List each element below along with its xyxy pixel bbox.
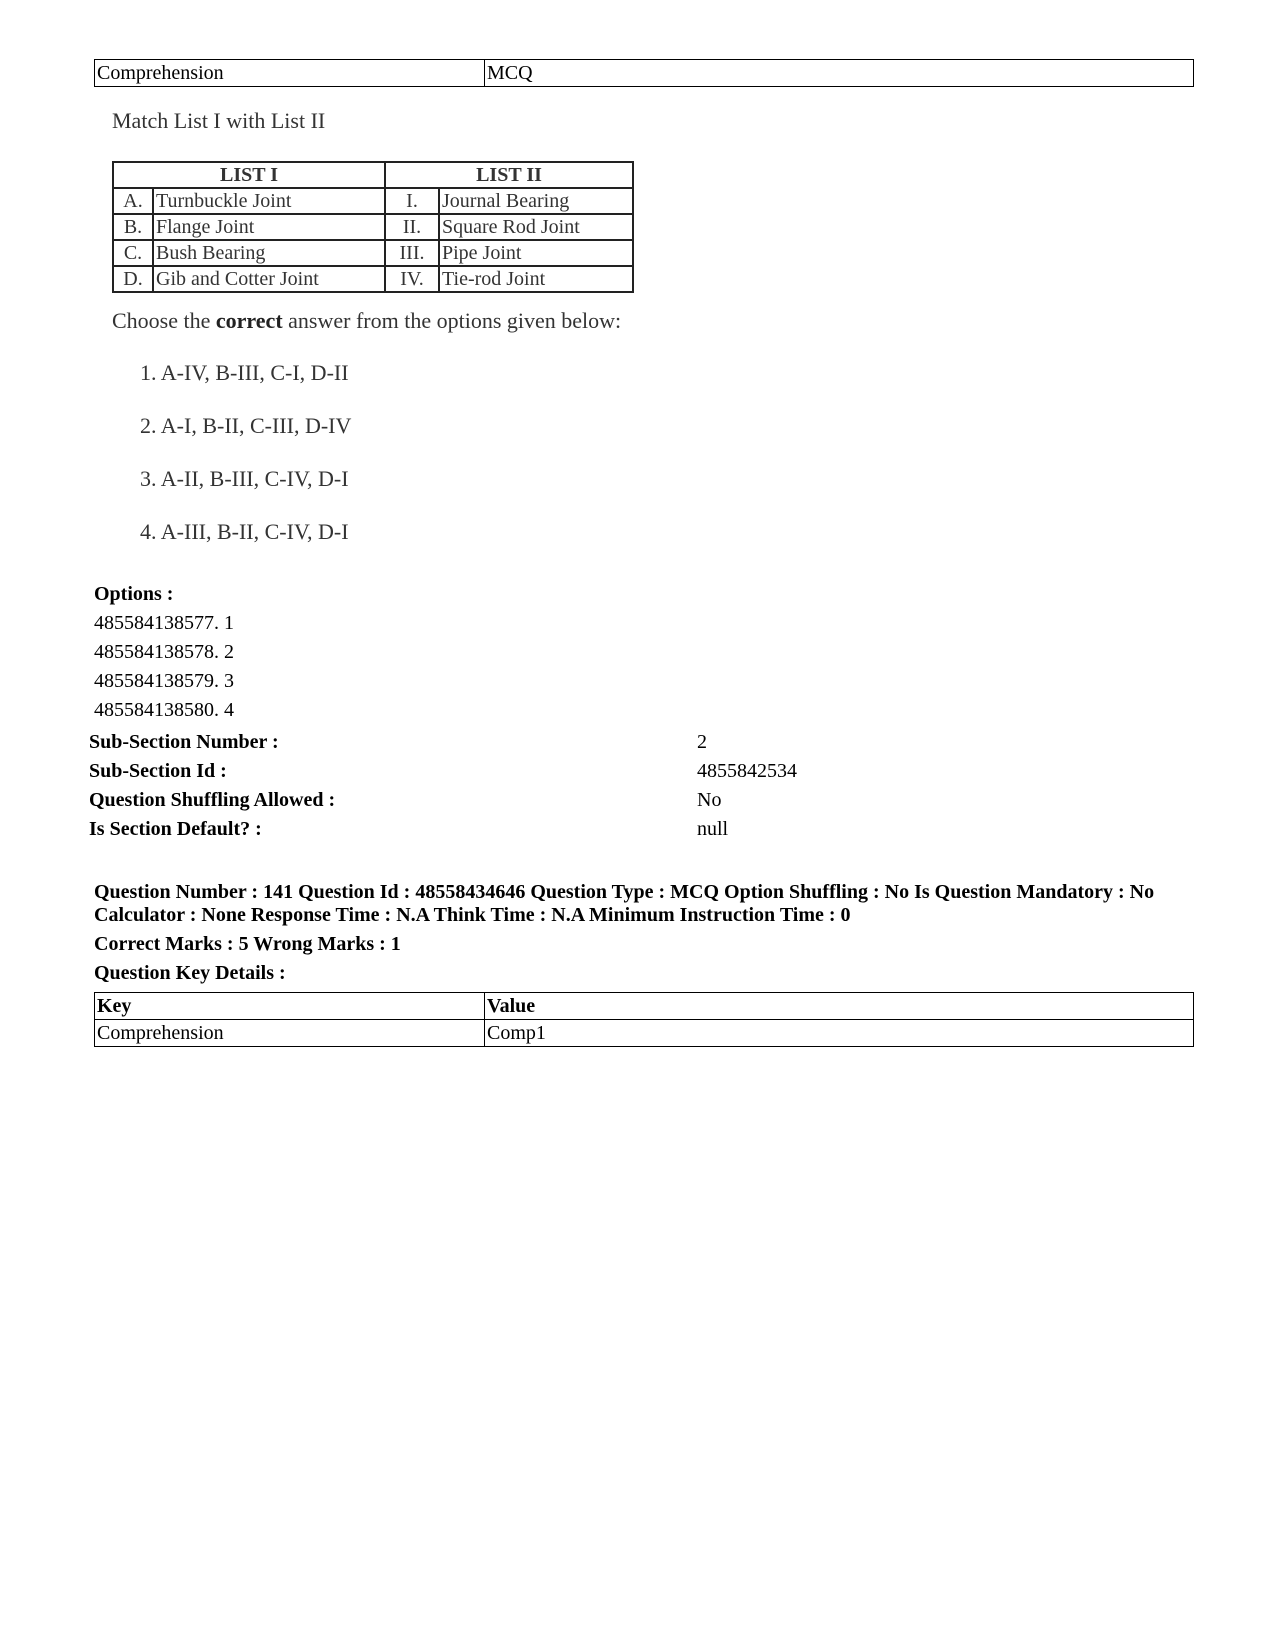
list-one-header: LIST I [113,162,385,188]
list-one-index: D. [113,266,153,292]
list-one-item: Flange Joint [153,214,385,240]
question-meta: Question Number : 141 Question Id : 48558434646 Question Type : MCQ Option Shuffling : No Is Question Mandatory : No Calculator : None Response Time : N.A Think Time : N.A Minimum Instruction Time : 0 [94,881,1155,926]
section-default-label: Is Section Default? : [89,818,262,840]
question-key-table [94,992,1194,1047]
subsection-number-value: 2 [697,731,707,753]
section-default-value: null [697,818,729,840]
answer-choice-4: 4. A-III, B-II, C-IV, D-I [140,519,349,544]
question-key-details-title: Question Key Details : [94,962,286,984]
list-one-item: Gib and Cotter Joint [153,266,385,292]
list-two-header: LIST II [385,162,633,188]
value-cell: Comp1 [485,1020,1194,1047]
list-one-index: B. [113,214,153,240]
list-two-item: Pipe Joint [439,240,633,266]
option-item-4: 485584138580. 4 [94,699,234,721]
top-value-cell: MCQ [485,60,1194,87]
choose-post: answer from the options given below: [282,308,622,333]
list-one-item: Bush Bearing [153,240,385,266]
choose-bold: correct [215,308,283,333]
question-image [100,100,700,570]
list-two-index: II. [385,214,439,240]
choose-pre: Choose the [112,308,216,333]
option-item-3: 485584138579. 3 [94,670,234,692]
subsection-id-label: Sub-Section Id : [89,760,227,782]
subsection-id-value: 4855842534 [697,760,797,782]
options-title: Options : [94,583,174,605]
list-two-index: III. [385,240,439,266]
list-two-index: IV. [385,266,439,292]
question-marks: Correct Marks : 5 Wrong Marks : 1 [94,933,401,955]
question-intro: Match List I with List II [112,108,326,133]
table-row [95,60,1194,87]
subsection-number-label: Sub-Section Number : [89,731,279,753]
key-header-cell: Key [95,993,485,1020]
list-two-item: Tie-rod Joint [439,266,633,292]
table-header-row [95,993,1194,1020]
match-row [113,214,633,240]
question-shuffling-value: No [697,789,722,811]
match-row [113,266,633,292]
match-row [113,188,633,214]
question-shuffling-label: Question Shuffling Allowed : [89,789,336,811]
choose-instruction [112,308,621,334]
match-table [112,161,634,293]
match-header-row [113,162,633,188]
list-one-index: C. [113,240,153,266]
top-key-table [94,59,1194,87]
list-two-index: I. [385,188,439,214]
answer-choice-3: 3. A-II, B-III, C-IV, D-I [140,466,349,491]
value-header-cell: Value [485,993,1194,1020]
option-item-1: 485584138577. 1 [94,612,234,634]
list-two-item: Journal Bearing [439,188,633,214]
key-cell: Comprehension [95,1020,485,1047]
answer-choice-1: 1. A-IV, B-III, C-I, D-II [140,360,349,385]
answer-choice-2: 2. A-I, B-II, C-III, D-IV [140,413,352,438]
list-one-item: Turnbuckle Joint [153,188,385,214]
list-two-item: Square Rod Joint [439,214,633,240]
top-key-cell: Comprehension [95,60,485,87]
list-one-index: A. [113,188,153,214]
option-item-2: 485584138578. 2 [94,641,234,663]
table-row [95,1020,1194,1047]
match-row [113,240,633,266]
